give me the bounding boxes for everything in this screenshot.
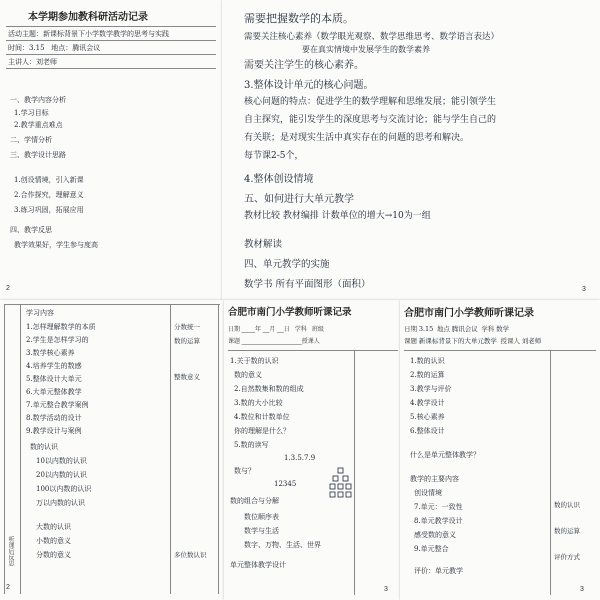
top-left-page — [0, 0, 222, 300]
bottom-left-header: 学习内容 — [26, 309, 54, 317]
bottom-middle-line-2: 2.自然数集和数的组成 — [234, 385, 304, 393]
bottom-left-line-12: 100以内数的认识 — [36, 485, 92, 493]
top-right-page-number: 3 — [582, 286, 586, 293]
top-left-note-3: 二、学情分析 — [10, 136, 52, 144]
top-left-note-4: 三、教学设计思路 — [10, 151, 66, 159]
bottom-right-title: 合肥市南门小学教师听课记录 — [404, 308, 534, 319]
top-left-row-1: 时间：3.15 地点：腾讯会议 — [8, 44, 101, 52]
top-right-line-11: 教材比较 教材编排 计数单位的增大→10为一组 — [244, 211, 431, 221]
top-right-line-3: 需要关注学生的核心素养。 — [244, 60, 364, 71]
bottom-right-line-2: 3.教学与评价 — [410, 385, 452, 393]
bottom-middle-line-11: 数位顺序表 — [244, 513, 279, 521]
bottom-left-side-note-1: 数的运算 — [174, 337, 200, 345]
bottom-left-line-9: 数的认识 — [30, 443, 58, 451]
bottom-middle-line-3: 3.数的大小比较 — [234, 399, 283, 407]
top-right-line-4: 3.整体设计单元的核心问题。 — [244, 80, 374, 91]
bottom-middle-line-1: 数的意义 — [234, 371, 262, 379]
bottom-right-line-6: 什么是单元整体教学？ — [410, 451, 480, 459]
top-right-line-10: 五、如何进行大单元教学 — [244, 194, 354, 205]
bottom-right-page-number: 3 — [580, 586, 584, 593]
bottom-middle-line-9: 12345 — [274, 480, 297, 488]
bottom-left-line-5: 6.大单元整体教学 — [26, 388, 82, 396]
top-left-note-9: 教学效果好，学生参与度高 — [14, 241, 98, 249]
bottom-left-line-13: 万以内数的认识 — [36, 499, 85, 507]
bottom-middle-date-row: 日期 ____年 __月 __日 学科 班级 — [228, 327, 324, 333]
bottom-left-line-1: 2.学生是怎样学习的 — [26, 336, 89, 344]
bottom-left-line-7: 8.数学活动的设计 — [26, 414, 82, 422]
bottom-right-line-3: 4.教学设计 — [410, 399, 445, 407]
bottom-right-side-note-0: 数的认识 — [554, 501, 580, 509]
bottom-left-side-note-2: 整数意义 — [174, 373, 200, 381]
top-right-line-5: 核心问题的特点：促进学生的数学理解和思维发展；能引领学生 — [244, 97, 497, 107]
bottom-middle-page — [224, 300, 400, 600]
bottom-middle-page-number: 3 — [384, 586, 388, 593]
bottom-right-side-note-2: 评价方式 — [554, 553, 580, 561]
bottom-middle-line-14: 单元整体教学设计 — [230, 561, 286, 569]
bottom-middle-line-12: 数学与生活 — [244, 527, 279, 535]
bottom-right-page — [400, 300, 600, 600]
bottom-right-date-row: 日期 3.15 地点 腾讯会议 学科 数学 — [404, 325, 510, 333]
bottom-right-line-0: 1.数的认识 — [410, 357, 445, 365]
bottom-middle-line-0: 1.关于数的认识 — [230, 357, 279, 365]
bottom-middle-lesson-row: 课题 __________________授课人 — [228, 339, 320, 345]
bottom-left-line-0: 1.怎样理解数学的本质 — [26, 323, 96, 331]
bottom-left-reflection-label: 听课后反思 — [7, 536, 13, 566]
top-left-note-0: 一、教学内容分析 — [10, 96, 66, 104]
bottom-left-line-15: 小数的意义 — [36, 537, 71, 545]
top-right-line-2: 要在真实情境中发展学生的数学素养 — [302, 45, 430, 54]
bottom-right-line-12: 9.单元整合 — [414, 545, 449, 553]
bottom-middle-line-13: 数字、万物、生活、世界 — [244, 541, 321, 549]
bottom-right-line-8: 创设情境 — [414, 489, 442, 497]
bottom-middle-line-4: 4.数位和计数单位 — [234, 413, 290, 421]
dot-triangle-sketch — [328, 466, 356, 506]
bottom-middle-line-6: 5.数的读写 — [234, 441, 269, 449]
bottom-right-side-note-1: 数的运算 — [554, 527, 580, 535]
top-right-line-1: 需要关注核心素养（数学眼光观察、数学思维思考、数学语言表达） — [244, 32, 500, 42]
bottom-left-page-number: 2 — [6, 584, 10, 591]
top-right-line-0: 需要把握数学的本质。 — [244, 12, 354, 25]
top-right-page — [222, 0, 600, 300]
bottom-left-line-4: 5.整体设计大单元 — [26, 375, 82, 383]
bottom-right-line-5: 6.整体设计 — [410, 427, 445, 435]
top-right-line-6: 自主探究，能引发学生的深度思考与交流讨论；能与学生自己的 — [244, 115, 497, 125]
top-left-row-3: 主讲人：刘老师 — [8, 58, 57, 66]
bottom-left-side-note-0: 分数统一 — [174, 323, 200, 331]
bottom-right-line-1: 2.数的运算 — [410, 371, 445, 379]
bottom-left-line-16: 分数的意义 — [36, 551, 71, 559]
bottom-left-line-8: 9.教学设计与案例 — [26, 427, 82, 435]
top-right-line-14: 数学书 所有平面图形（面积） — [244, 279, 371, 290]
bottom-left-line-10: 10以内数的认识 — [36, 457, 87, 465]
bottom-right-line-7: 教学的主要内容 — [410, 475, 459, 483]
bottom-left-line-14: 大数的认识 — [36, 523, 71, 531]
top-left-note-8: 四、教学反思 — [10, 226, 52, 234]
top-left-row-0: 活动主题：新课标背景下小学数学教学的思考与实践 — [8, 30, 169, 38]
top-right-line-12: 教材解读 — [244, 239, 283, 250]
top-right-line-8: 每节课2-5个， — [244, 151, 304, 161]
top-left-note-1: 1.学习目标 — [14, 109, 49, 117]
top-left-note-5: 1.创设情境，引入新课 — [14, 176, 84, 184]
bottom-right-lesson-row: 课题 新课标背景下的大单元教学 授课人 刘老师 — [404, 337, 542, 345]
bottom-middle-line-10: 数的组合与分解 — [230, 497, 279, 505]
bottom-left-line-11: 20以内数的认识 — [36, 471, 87, 479]
bottom-middle-title: 合肥市南门小学教师听课记录 — [228, 308, 352, 318]
bottom-middle-line-7: 1.3.5.7.9 — [284, 454, 316, 462]
top-left-note-7: 3.练习巩固，拓展应用 — [14, 206, 84, 214]
top-left-page-number: 2 — [6, 285, 10, 292]
bottom-left-line-3: 4.培养学生的数感 — [26, 362, 82, 370]
top-left-title: 本学期参加教科研活动记录 — [28, 12, 148, 23]
bottom-left-page — [0, 300, 224, 600]
bottom-right-line-10: 8.单元教学设计 — [414, 517, 463, 525]
bottom-right-line-13: 评价：单元教学 — [414, 567, 463, 575]
top-right-line-9: 4.整体创设情境 — [244, 174, 314, 185]
bottom-left-side-note-3: 多位数认识 — [174, 551, 207, 559]
bottom-right-line-4: 5.核心素养 — [410, 413, 445, 421]
top-right-line-7: 有关联；是对现实生活中真实存在的问题的思考和解决。 — [244, 133, 470, 143]
bottom-middle-line-5: 你的理解是什么？ — [234, 427, 290, 435]
bottom-left-line-6: 7.单元整合教学案例 — [26, 401, 89, 409]
bottom-right-line-11: 感受数的意义 — [414, 531, 456, 539]
bottom-middle-line-8: 数与？ — [234, 467, 255, 475]
bottom-right-line-9: 7.单元：一致性 — [414, 503, 463, 511]
top-left-note-6: 2.合作探究，理解意义 — [14, 191, 84, 199]
top-right-line-13: 四、单元教学的实施 — [244, 259, 330, 270]
bottom-left-line-2: 3.数学核心素养 — [26, 349, 75, 357]
top-left-note-2: 2.教学重点难点 — [14, 121, 63, 129]
